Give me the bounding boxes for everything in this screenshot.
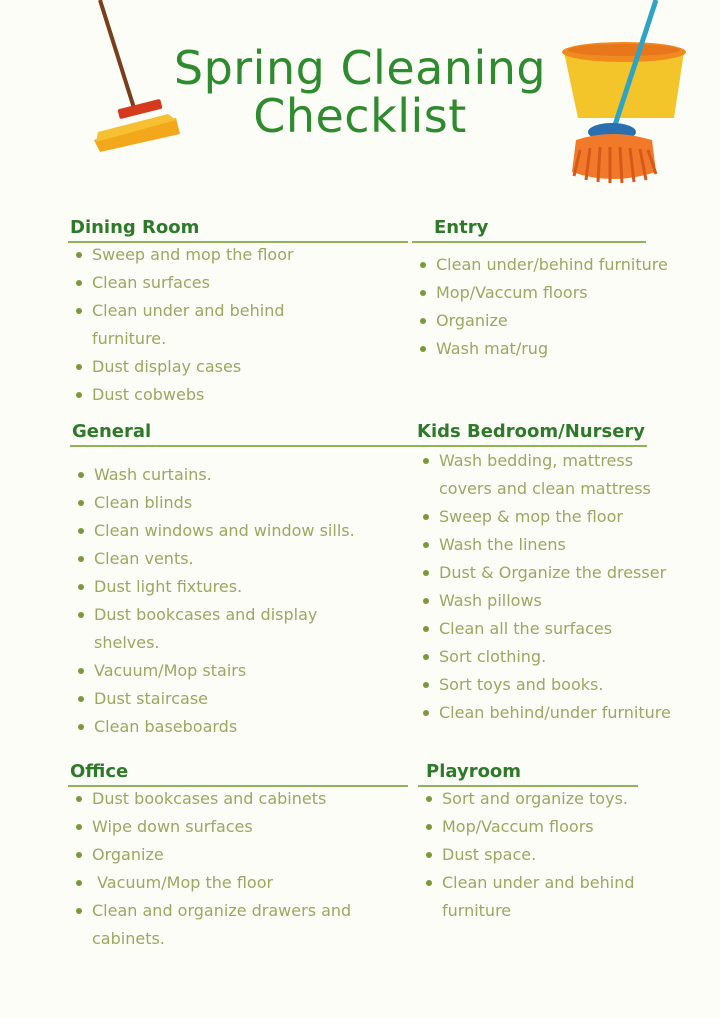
list-item: Sweep and mop the floor	[68, 241, 408, 269]
list-item-continuation: furniture.	[92, 329, 167, 348]
list-item-continuation: furniture	[442, 901, 512, 920]
section-dining-room	[68, 217, 408, 409]
list-item: Dust bookcases and cabinets	[68, 785, 408, 813]
checklist	[68, 785, 408, 953]
checklist	[412, 251, 668, 363]
section-heading: Office	[68, 761, 408, 787]
list-item: Dust bookcases and display	[70, 601, 415, 629]
list-item: Clean behind/under furniture	[415, 699, 647, 727]
section-playroom	[418, 761, 638, 925]
checklist	[418, 785, 638, 925]
list-item: Dust & Organize the dresser	[415, 559, 647, 587]
list-item: Wipe down surfaces	[68, 813, 408, 841]
list-item: Wash the linens	[415, 531, 647, 559]
list-item: Dust display cases	[68, 353, 408, 381]
mop-bucket-icon	[556, 0, 696, 190]
section-heading: Kids Bedroom/Nursery	[415, 421, 647, 447]
list-item: Clean under/behind furniture	[412, 251, 646, 279]
section-heading: Entry	[412, 217, 646, 243]
list-item: Vacuum/Mop stairs	[70, 657, 415, 685]
list-item: Wash curtains.	[70, 461, 415, 489]
list-item: Mop/Vaccum floors	[418, 813, 638, 841]
list-item: Dust staircase	[70, 685, 415, 713]
list-item-continuation: covers and clean mattress	[439, 479, 651, 498]
page-title	[150, 41, 570, 143]
list-item: Vacuum/Mop the floor	[68, 869, 408, 897]
list-item: Clean and organize drawers and	[68, 897, 408, 925]
list-item: Wash mat/rug	[412, 335, 646, 363]
section-office	[68, 761, 408, 953]
list-item: Dust light fixtures.	[70, 573, 415, 601]
section-heading: Dining Room	[68, 217, 408, 243]
checklist	[70, 461, 415, 741]
list-item: Sort toys and books.	[415, 671, 647, 699]
list-item: Sort and organize toys.	[418, 785, 638, 813]
section-kids-bedroom	[415, 421, 671, 727]
list-item: Sort clothing.	[415, 643, 647, 671]
title-line-1: Spring Cleaning	[173, 41, 547, 95]
list-item: Wash bedding, mattress	[415, 447, 647, 475]
list-item: Mop/Vaccum floors	[412, 279, 646, 307]
section-heading: Playroom	[418, 761, 638, 787]
section-entry	[412, 217, 668, 363]
list-item: Clean all the surfaces	[415, 615, 647, 643]
list-item: Clean surfaces	[68, 269, 408, 297]
list-item: Sweep & mop the floor	[415, 503, 647, 531]
list-item: Clean baseboards	[70, 713, 415, 741]
section-general	[70, 421, 415, 741]
list-item: Clean windows and window sills.	[70, 517, 415, 545]
list-item-continuation: shelves.	[94, 633, 160, 652]
list-item: Dust cobwebs	[68, 381, 408, 409]
list-item: Clean vents.	[70, 545, 415, 573]
list-item: Organize	[412, 307, 646, 335]
list-item: Clean under and behind	[68, 297, 408, 325]
list-item-continuation: cabinets.	[92, 929, 165, 948]
list-item: Clean blinds	[70, 489, 415, 517]
section-heading: General	[70, 421, 415, 447]
list-item: Clean under and behind	[418, 869, 638, 897]
list-item: Wash pillows	[415, 587, 647, 615]
list-item: Organize	[68, 841, 408, 869]
title-line-2: Checklist	[253, 89, 467, 143]
checklist	[68, 241, 408, 409]
checklist	[415, 447, 671, 727]
list-item: Dust space.	[418, 841, 638, 869]
